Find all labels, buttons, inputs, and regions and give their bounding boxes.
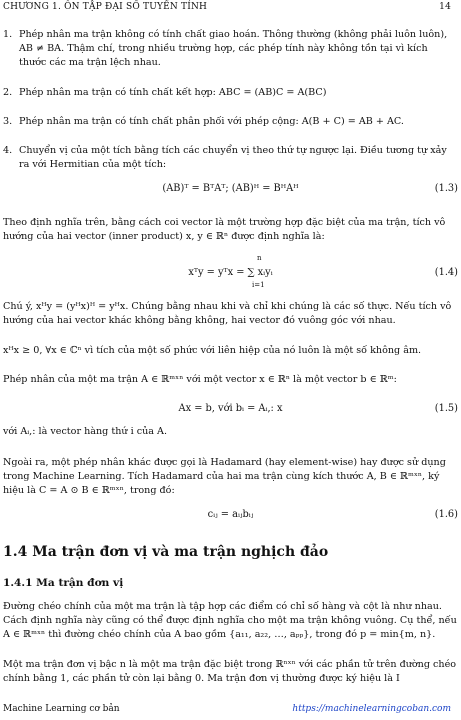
equation-1-5: [3, 400, 458, 418]
equation-1-4: [3, 254, 458, 296]
paragraph-hermitian: xᴴx ≥ 0, ∀x ∈ ℂⁿ vì tích của một số phức với liên hiệp của nó luôn là một số không âm.: [3, 345, 422, 356]
equation-body: (AB)ᵀ = BᵀAᵀ; (AB)ᴴ = BᴴAᴴ: [162, 183, 299, 194]
list-text: Chuyển vị của một tích bằng tích các chuyển vị theo thứ tự ngược lại. Điều tương tự xảy ra với Hermitian của một tích:: [19, 145, 447, 171]
equation-number: (1.4): [434, 267, 458, 278]
list-text: Phép nhân ma trận có tính chất phân phối với phép cộng: A(B + C) = AB + AC.: [19, 116, 404, 127]
subsection-heading: 1.4.1 Ma trận đơn vị: [3, 577, 124, 589]
running-header: [3, 2, 451, 16]
page-number: 14: [439, 2, 451, 12]
equation-body: xᵀy = yᵀx = ∑ xᵢyᵢ: [188, 267, 273, 278]
sum-upper-limit: n: [257, 254, 262, 262]
paragraph-hadamard: Ngoài ra, một phép nhân khác được gọi là Hadamard (hay element-wise) hay được sử dụng trong Machine Learning. Tích Hadamard của hai ma trận cùng kích thước A, B ∈ ℝᵐˣⁿ, ký hiệu là C = A ⊙ B ∈ ℝᵐˣⁿ, trong đó:: [3, 457, 446, 497]
equation-number: (1.5): [434, 403, 458, 414]
equation-1-3: [3, 180, 458, 198]
list-number: 1.: [3, 29, 13, 40]
equation-body: Ax = b, với bᵢ = Aᵢ,: x: [178, 403, 283, 414]
section-heading: 1.4 Ma trận đơn vị và ma trận nghịch đảo: [3, 544, 329, 560]
paragraph-matrix-vector: Phép nhân của một ma trận A ∈ ℝᵐˣⁿ với một vector x ∈ ℝⁿ là một vector b ∈ ℝᵐ:: [3, 374, 397, 385]
list-number: 3.: [3, 116, 13, 127]
paragraph-row-vector: với Aᵢ,: là vector hàng thứ i của A.: [3, 426, 168, 437]
sum-lower-limit: i=1: [252, 281, 265, 289]
chapter-title: CHƯƠNG 1. ÔN TẬP ĐẠI SỐ TUYẾN TÍNH: [3, 2, 208, 12]
paragraph-inner-product: Theo định nghĩa trên, bằng cách coi vector là một trường hợp đặc biệt của ma trận, tích vô hướng của hai vector (inner product) x, y ∈ ℝⁿ được định nghĩa là:: [3, 217, 446, 243]
list-number: 2.: [3, 87, 13, 98]
paragraph-note: Chú ý, xᴴy = (yᴴx)ᴴ = yᴴx. Chúng bằng nhau khi và chỉ khi chúng là các số thực. Nếu tích vô hướng của hai vector khác không bằng không, hai vector đó vuông góc với nhau.: [3, 301, 452, 327]
paragraph-identity: Một ma trận đơn vị bậc n là một ma trận đặc biệt trong ℝⁿˣⁿ với các phần tử trên đường chéo chính bằng 1, các phần tử còn lại bằng 0. Ma trận đơn vị thường được ký hiệu là I: [3, 659, 457, 685]
equation-number: (1.6): [434, 509, 458, 520]
website-link[interactable]: https://machinelearningcoban.com: [292, 704, 451, 714]
book-title: Machine Learning cơ bản: [3, 704, 120, 714]
list-number: 4.: [3, 145, 13, 156]
equation-body: cᵢⱼ = aᵢⱼbᵢⱼ: [207, 509, 254, 520]
equation-1-6: [3, 506, 458, 524]
list-text: Phép nhân ma trận không có tính chất giao hoán. Thông thường (không phải luôn luôn), AB ≠ BA. Thậm chí, trong nhiều trường hợp, các phép tính này không tồn tại vì kích thước các ma trận lệch nhau.: [19, 29, 448, 69]
list-text: Phép nhân ma trận có tính chất kết hợp: ABC = (AB)C = A(BC): [19, 87, 327, 98]
page-footer: [3, 704, 451, 718]
paragraph-diagonal: Đường chéo chính của một ma trận là tập hợp các điểm có chỉ số hàng và cột là như nhau. Cách định nghĩa này cũng có thể được định nghĩa cho một ma trận không vuông. Cụ thể, nếu A ∈ ℝᵐˣⁿ thì đường chéo chính của A bao gồm {a₁₁, a₂₂, …, aₚₚ}, trong đó p = min{m, n}.: [3, 601, 457, 641]
equation-number: (1.3): [434, 183, 458, 194]
